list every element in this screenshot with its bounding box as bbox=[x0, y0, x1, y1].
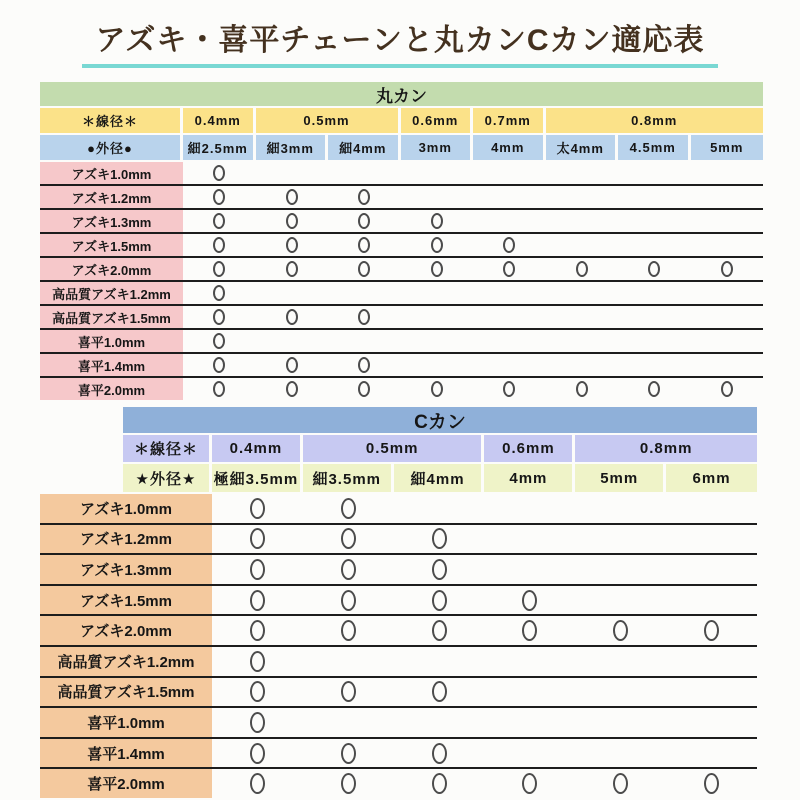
compat-mark-cell bbox=[394, 494, 485, 523]
c-gaikei-col-2: 細4mm bbox=[394, 464, 482, 492]
chain-row-label: アズキ1.3mm bbox=[40, 210, 183, 232]
maru-circle-icon bbox=[286, 189, 298, 205]
compat-mark-cell bbox=[618, 234, 691, 256]
compat-mark-cell bbox=[401, 258, 474, 280]
compat-mark-cell bbox=[473, 378, 546, 400]
maru-circle-icon bbox=[358, 213, 370, 229]
maru-circle-icon bbox=[432, 620, 447, 641]
maru-data-rows bbox=[40, 162, 763, 400]
compat-mark-cell bbox=[546, 162, 619, 184]
compat-mark-cell bbox=[484, 678, 575, 707]
c-gaikei-col-4: 5mm bbox=[575, 464, 663, 492]
maru-circle-icon bbox=[286, 213, 298, 229]
compat-mark-cell bbox=[575, 616, 666, 645]
chain-row-label: アズキ1.5mm bbox=[40, 234, 183, 256]
compat-mark-cell bbox=[256, 306, 329, 328]
maru-circle-icon bbox=[250, 681, 265, 702]
compat-mark-cell bbox=[484, 525, 575, 554]
maru-circle-icon bbox=[341, 743, 356, 764]
compat-mark-cell bbox=[473, 330, 546, 352]
compat-mark-cell bbox=[256, 186, 329, 208]
compat-mark-cell bbox=[256, 330, 329, 352]
maru-circle-icon bbox=[721, 261, 733, 277]
maru-row-3 bbox=[40, 232, 763, 256]
maru-row-2 bbox=[40, 208, 763, 232]
maru-kan-table bbox=[40, 82, 763, 400]
compat-mark-cell bbox=[666, 769, 757, 798]
maru-circle-icon bbox=[613, 773, 628, 794]
maru-circle-icon bbox=[522, 590, 537, 611]
maru-circle-icon bbox=[431, 213, 443, 229]
maru-circle-icon bbox=[721, 381, 733, 397]
compat-mark-cell bbox=[546, 258, 619, 280]
compat-mark-cell bbox=[303, 494, 394, 523]
compat-mark-cell bbox=[212, 555, 303, 584]
maru-gaikei-col-0: 細2.5mm bbox=[183, 135, 253, 160]
compat-mark-cell bbox=[328, 234, 401, 256]
maru-circle-icon bbox=[341, 773, 356, 794]
maru-row-6 bbox=[40, 304, 763, 328]
compat-mark-cell bbox=[303, 525, 394, 554]
compat-mark-cell bbox=[394, 616, 485, 645]
maru-gaikei-axis-label: ●外径● bbox=[40, 135, 180, 160]
maru-circle-icon bbox=[704, 620, 719, 641]
compat-mark-cell bbox=[256, 282, 329, 304]
compat-mark-cell bbox=[212, 678, 303, 707]
chain-row-label: アズキ1.0mm bbox=[40, 494, 212, 523]
compat-mark-cell bbox=[546, 330, 619, 352]
compat-mark-cell bbox=[618, 306, 691, 328]
maru-circle-icon bbox=[286, 309, 298, 325]
c-row-9 bbox=[40, 767, 757, 798]
compat-mark-cell bbox=[394, 769, 485, 798]
chain-row-label: アズキ1.0mm bbox=[40, 162, 183, 184]
maru-row-1 bbox=[40, 184, 763, 208]
compat-mark-cell bbox=[328, 186, 401, 208]
maru-row-4 bbox=[40, 256, 763, 280]
compat-mark-cell bbox=[484, 616, 575, 645]
compat-mark-cell bbox=[303, 739, 394, 768]
compat-mark-cell bbox=[212, 586, 303, 615]
compat-mark-cell bbox=[183, 186, 256, 208]
compat-mark-cell bbox=[484, 494, 575, 523]
compat-mark-cell bbox=[256, 378, 329, 400]
maru-gaikei-col-1: 細3mm bbox=[256, 135, 326, 160]
compat-mark-cell bbox=[691, 258, 764, 280]
chain-row-label: 高品質アズキ1.2mm bbox=[40, 282, 183, 304]
c-senkei-col-3: 0.8mm bbox=[575, 435, 757, 462]
compat-mark-cell bbox=[473, 354, 546, 376]
maru-circle-icon bbox=[286, 357, 298, 373]
c-senkei-axis-label: ＊線径＊ bbox=[123, 435, 209, 462]
compat-mark-cell bbox=[394, 678, 485, 707]
maru-circle-icon bbox=[432, 590, 447, 611]
compat-mark-cell bbox=[328, 354, 401, 376]
compat-mark-cell bbox=[666, 708, 757, 737]
maru-circle-icon bbox=[250, 712, 265, 733]
maru-circle-icon bbox=[432, 559, 447, 580]
c-row-2 bbox=[40, 553, 757, 584]
compat-mark-cell bbox=[401, 306, 474, 328]
compat-mark-cell bbox=[618, 258, 691, 280]
compat-mark-cell bbox=[575, 494, 666, 523]
maru-circle-icon bbox=[213, 309, 225, 325]
compat-mark-cell bbox=[394, 586, 485, 615]
compat-mark-cell bbox=[401, 186, 474, 208]
compat-mark-cell bbox=[666, 739, 757, 768]
maru-row-5 bbox=[40, 280, 763, 304]
c-row-8 bbox=[40, 737, 757, 768]
maru-circle-icon bbox=[341, 559, 356, 580]
compat-mark-cell bbox=[183, 282, 256, 304]
maru-circle-icon bbox=[286, 381, 298, 397]
maru-circle-icon bbox=[250, 498, 265, 519]
c-senkei-col-2: 0.6mm bbox=[484, 435, 572, 462]
maru-kan-table-header: 丸カン bbox=[40, 82, 763, 106]
compat-mark-cell bbox=[546, 378, 619, 400]
compat-mark-cell bbox=[212, 708, 303, 737]
c-row-6 bbox=[40, 676, 757, 707]
compat-mark-cell bbox=[183, 162, 256, 184]
compat-mark-cell bbox=[212, 769, 303, 798]
maru-circle-icon bbox=[432, 528, 447, 549]
maru-circle-icon bbox=[432, 773, 447, 794]
maru-circle-icon bbox=[250, 743, 265, 764]
chain-row-label: 喜平2.0mm bbox=[40, 769, 212, 798]
compat-mark-cell bbox=[303, 708, 394, 737]
maru-outer-diameter-row bbox=[40, 135, 763, 160]
compat-mark-cell bbox=[328, 306, 401, 328]
compat-mark-cell bbox=[484, 555, 575, 584]
maru-gaikei-col-3: 3mm bbox=[401, 135, 471, 160]
maru-row-0 bbox=[40, 162, 763, 184]
chain-row-label: 喜平1.4mm bbox=[40, 739, 212, 768]
maru-circle-icon bbox=[503, 381, 515, 397]
c-gaikei-col-1: 細3.5mm bbox=[303, 464, 391, 492]
compat-mark-cell bbox=[618, 186, 691, 208]
maru-circle-icon bbox=[341, 681, 356, 702]
compat-mark-cell bbox=[473, 210, 546, 232]
compat-mark-cell bbox=[256, 162, 329, 184]
maru-circle-icon bbox=[213, 333, 225, 349]
chain-row-label: アズキ1.2mm bbox=[40, 186, 183, 208]
maru-senkei-col-4: 0.8mm bbox=[546, 108, 764, 133]
maru-circle-icon bbox=[286, 237, 298, 253]
compat-mark-cell bbox=[691, 306, 764, 328]
maru-circle-icon bbox=[358, 357, 370, 373]
compat-mark-cell bbox=[546, 210, 619, 232]
c-senkei-col-1: 0.5mm bbox=[303, 435, 482, 462]
compat-mark-cell bbox=[618, 282, 691, 304]
c-row-7 bbox=[40, 706, 757, 737]
maru-circle-icon bbox=[358, 381, 370, 397]
maru-circle-icon bbox=[431, 237, 443, 253]
chain-row-label: アズキ1.5mm bbox=[40, 586, 212, 615]
maru-senkei-col-2: 0.6mm bbox=[401, 108, 471, 133]
compat-mark-cell bbox=[212, 739, 303, 768]
compat-mark-cell bbox=[575, 555, 666, 584]
compat-mark-cell bbox=[401, 162, 474, 184]
compat-mark-cell bbox=[212, 616, 303, 645]
compat-mark-cell bbox=[691, 234, 764, 256]
c-row-1 bbox=[40, 523, 757, 554]
compat-mark-cell bbox=[183, 234, 256, 256]
maru-circle-icon bbox=[213, 237, 225, 253]
compat-mark-cell bbox=[666, 647, 757, 676]
compat-mark-cell bbox=[303, 769, 394, 798]
chain-row-label: アズキ1.3mm bbox=[40, 555, 212, 584]
compat-mark-cell bbox=[575, 769, 666, 798]
maru-circle-icon bbox=[213, 189, 225, 205]
compat-mark-cell bbox=[328, 210, 401, 232]
maru-gaikei-col-5: 太4mm bbox=[546, 135, 616, 160]
maru-circle-icon bbox=[648, 261, 660, 277]
maru-circle-icon bbox=[250, 559, 265, 580]
maru-senkei-col-0: 0.4mm bbox=[183, 108, 253, 133]
compat-mark-cell bbox=[401, 210, 474, 232]
maru-circle-icon bbox=[213, 357, 225, 373]
compat-mark-cell bbox=[401, 378, 474, 400]
compat-mark-cell bbox=[618, 378, 691, 400]
maru-row-8 bbox=[40, 352, 763, 376]
compat-mark-cell bbox=[484, 647, 575, 676]
compat-mark-cell bbox=[691, 330, 764, 352]
maru-gaikei-col-2: 細4mm bbox=[328, 135, 398, 160]
compat-mark-cell bbox=[546, 186, 619, 208]
compat-mark-cell bbox=[401, 330, 474, 352]
compat-mark-cell bbox=[575, 647, 666, 676]
maru-circle-icon bbox=[341, 620, 356, 641]
compat-mark-cell bbox=[473, 186, 546, 208]
compat-mark-cell bbox=[575, 708, 666, 737]
maru-circle-icon bbox=[341, 498, 356, 519]
maru-circle-icon bbox=[250, 651, 265, 672]
compat-mark-cell bbox=[546, 306, 619, 328]
maru-circle-icon bbox=[213, 381, 225, 397]
compat-mark-cell bbox=[394, 708, 485, 737]
compat-mark-cell bbox=[575, 739, 666, 768]
compat-mark-cell bbox=[484, 739, 575, 768]
compat-mark-cell bbox=[546, 234, 619, 256]
maru-circle-icon bbox=[250, 590, 265, 611]
maru-senkei-axis-label: ＊線径＊ bbox=[40, 108, 180, 133]
compat-mark-cell bbox=[666, 586, 757, 615]
compat-mark-cell bbox=[183, 378, 256, 400]
maru-gaikei-col-7: 5mm bbox=[691, 135, 764, 160]
compat-mark-cell bbox=[183, 258, 256, 280]
maru-circle-icon bbox=[503, 237, 515, 253]
compat-mark-cell bbox=[328, 378, 401, 400]
compat-mark-cell bbox=[183, 306, 256, 328]
chain-row-label: 高品質アズキ1.5mm bbox=[40, 678, 212, 707]
compat-mark-cell bbox=[666, 494, 757, 523]
compat-mark-cell bbox=[691, 282, 764, 304]
compat-mark-cell bbox=[394, 647, 485, 676]
compat-mark-cell bbox=[328, 258, 401, 280]
compat-mark-cell bbox=[183, 330, 256, 352]
maru-senkei-col-3: 0.7mm bbox=[473, 108, 543, 133]
c-kan-table-header: Cカン bbox=[123, 407, 757, 433]
compat-mark-cell bbox=[546, 282, 619, 304]
maru-senkei-col-1: 0.5mm bbox=[256, 108, 398, 133]
compat-mark-cell bbox=[484, 708, 575, 737]
compat-mark-cell bbox=[328, 282, 401, 304]
chain-row-label: アズキ2.0mm bbox=[40, 258, 183, 280]
compat-mark-cell bbox=[575, 678, 666, 707]
compat-mark-cell bbox=[484, 769, 575, 798]
maru-circle-icon bbox=[358, 261, 370, 277]
compat-mark-cell bbox=[618, 210, 691, 232]
maru-circle-icon bbox=[213, 285, 225, 301]
compat-mark-cell bbox=[303, 616, 394, 645]
maru-circle-icon bbox=[432, 743, 447, 764]
compat-mark-cell bbox=[546, 354, 619, 376]
maru-wire-diameter-row bbox=[40, 108, 763, 133]
compat-mark-cell bbox=[691, 354, 764, 376]
compat-mark-cell bbox=[473, 234, 546, 256]
maru-circle-icon bbox=[250, 773, 265, 794]
c-row-0 bbox=[40, 494, 757, 523]
maru-circle-icon bbox=[341, 590, 356, 611]
c-row-3 bbox=[40, 584, 757, 615]
compat-mark-cell bbox=[303, 647, 394, 676]
compat-mark-cell bbox=[256, 354, 329, 376]
compat-mark-cell bbox=[618, 354, 691, 376]
chain-row-label: アズキ2.0mm bbox=[40, 616, 212, 645]
maru-circle-icon bbox=[213, 261, 225, 277]
maru-circle-icon bbox=[358, 309, 370, 325]
compat-mark-cell bbox=[666, 616, 757, 645]
compat-mark-cell bbox=[401, 282, 474, 304]
compat-mark-cell bbox=[183, 354, 256, 376]
c-gaikei-col-3: 4mm bbox=[484, 464, 572, 492]
c-data-rows bbox=[40, 494, 757, 798]
compat-mark-cell bbox=[473, 162, 546, 184]
compat-mark-cell bbox=[691, 210, 764, 232]
c-outer-diameter-row bbox=[123, 464, 757, 492]
c-wire-diameter-row bbox=[123, 435, 757, 462]
chain-row-label: 喜平2.0mm bbox=[40, 378, 183, 400]
compat-mark-cell bbox=[666, 555, 757, 584]
maru-row-7 bbox=[40, 328, 763, 352]
maru-circle-icon bbox=[613, 620, 628, 641]
maru-circle-icon bbox=[213, 165, 225, 181]
compat-mark-cell bbox=[575, 586, 666, 615]
compat-mark-cell bbox=[394, 525, 485, 554]
maru-circle-icon bbox=[358, 237, 370, 253]
maru-circle-icon bbox=[576, 381, 588, 397]
compat-mark-cell bbox=[303, 586, 394, 615]
maru-circle-icon bbox=[522, 773, 537, 794]
c-gaikei-col-5: 6mm bbox=[666, 464, 757, 492]
compat-mark-cell bbox=[691, 186, 764, 208]
maru-gaikei-col-4: 4mm bbox=[473, 135, 543, 160]
compat-mark-cell bbox=[212, 525, 303, 554]
compat-mark-cell bbox=[256, 210, 329, 232]
maru-circle-icon bbox=[648, 381, 660, 397]
compat-mark-cell bbox=[473, 282, 546, 304]
maru-circle-icon bbox=[431, 261, 443, 277]
compat-mark-cell bbox=[303, 555, 394, 584]
c-gaikei-axis-label: ★外径★ bbox=[123, 464, 209, 492]
c-row-5 bbox=[40, 645, 757, 676]
compat-mark-cell bbox=[212, 647, 303, 676]
maru-circle-icon bbox=[286, 261, 298, 277]
compat-mark-cell bbox=[473, 258, 546, 280]
compat-mark-cell bbox=[666, 525, 757, 554]
compat-mark-cell bbox=[394, 555, 485, 584]
chain-row-label: 高品質アズキ1.5mm bbox=[40, 306, 183, 328]
compat-mark-cell bbox=[183, 210, 256, 232]
compat-mark-cell bbox=[401, 354, 474, 376]
maru-gaikei-col-6: 4.5mm bbox=[618, 135, 688, 160]
maru-circle-icon bbox=[522, 620, 537, 641]
maru-circle-icon bbox=[213, 213, 225, 229]
maru-circle-icon bbox=[431, 381, 443, 397]
maru-circle-icon bbox=[432, 681, 447, 702]
chain-row-label: 喜平1.4mm bbox=[40, 354, 183, 376]
compat-mark-cell bbox=[328, 330, 401, 352]
compat-mark-cell bbox=[484, 586, 575, 615]
chain-row-label: 喜平1.0mm bbox=[40, 330, 183, 352]
compat-mark-cell bbox=[575, 525, 666, 554]
compat-mark-cell bbox=[618, 162, 691, 184]
maru-circle-icon bbox=[250, 528, 265, 549]
maru-circle-icon bbox=[341, 528, 356, 549]
compat-mark-cell bbox=[212, 494, 303, 523]
compat-mark-cell bbox=[401, 234, 474, 256]
maru-circle-icon bbox=[250, 620, 265, 641]
page-title: アズキ・喜平チェーンと丸カンCカン適応表 bbox=[82, 15, 719, 68]
compat-mark-cell bbox=[256, 258, 329, 280]
compat-mark-cell bbox=[303, 678, 394, 707]
chain-row-label: アズキ1.2mm bbox=[40, 525, 212, 554]
c-senkei-col-0: 0.4mm bbox=[212, 435, 300, 462]
compat-mark-cell bbox=[394, 739, 485, 768]
compat-mark-cell bbox=[691, 162, 764, 184]
maru-row-9 bbox=[40, 376, 763, 400]
compat-mark-cell bbox=[618, 330, 691, 352]
maru-circle-icon bbox=[704, 773, 719, 794]
c-row-4 bbox=[40, 614, 757, 645]
chain-row-label: 高品質アズキ1.2mm bbox=[40, 647, 212, 676]
maru-circle-icon bbox=[576, 261, 588, 277]
maru-circle-icon bbox=[503, 261, 515, 277]
compat-mark-cell bbox=[328, 162, 401, 184]
compat-mark-cell bbox=[256, 234, 329, 256]
chain-row-label: 喜平1.0mm bbox=[40, 708, 212, 737]
page-title-wrap bbox=[0, 15, 800, 68]
compat-mark-cell bbox=[666, 678, 757, 707]
c-gaikei-col-0: 極細3.5mm bbox=[212, 464, 300, 492]
maru-circle-icon bbox=[358, 189, 370, 205]
compat-mark-cell bbox=[473, 306, 546, 328]
compat-mark-cell bbox=[691, 378, 764, 400]
